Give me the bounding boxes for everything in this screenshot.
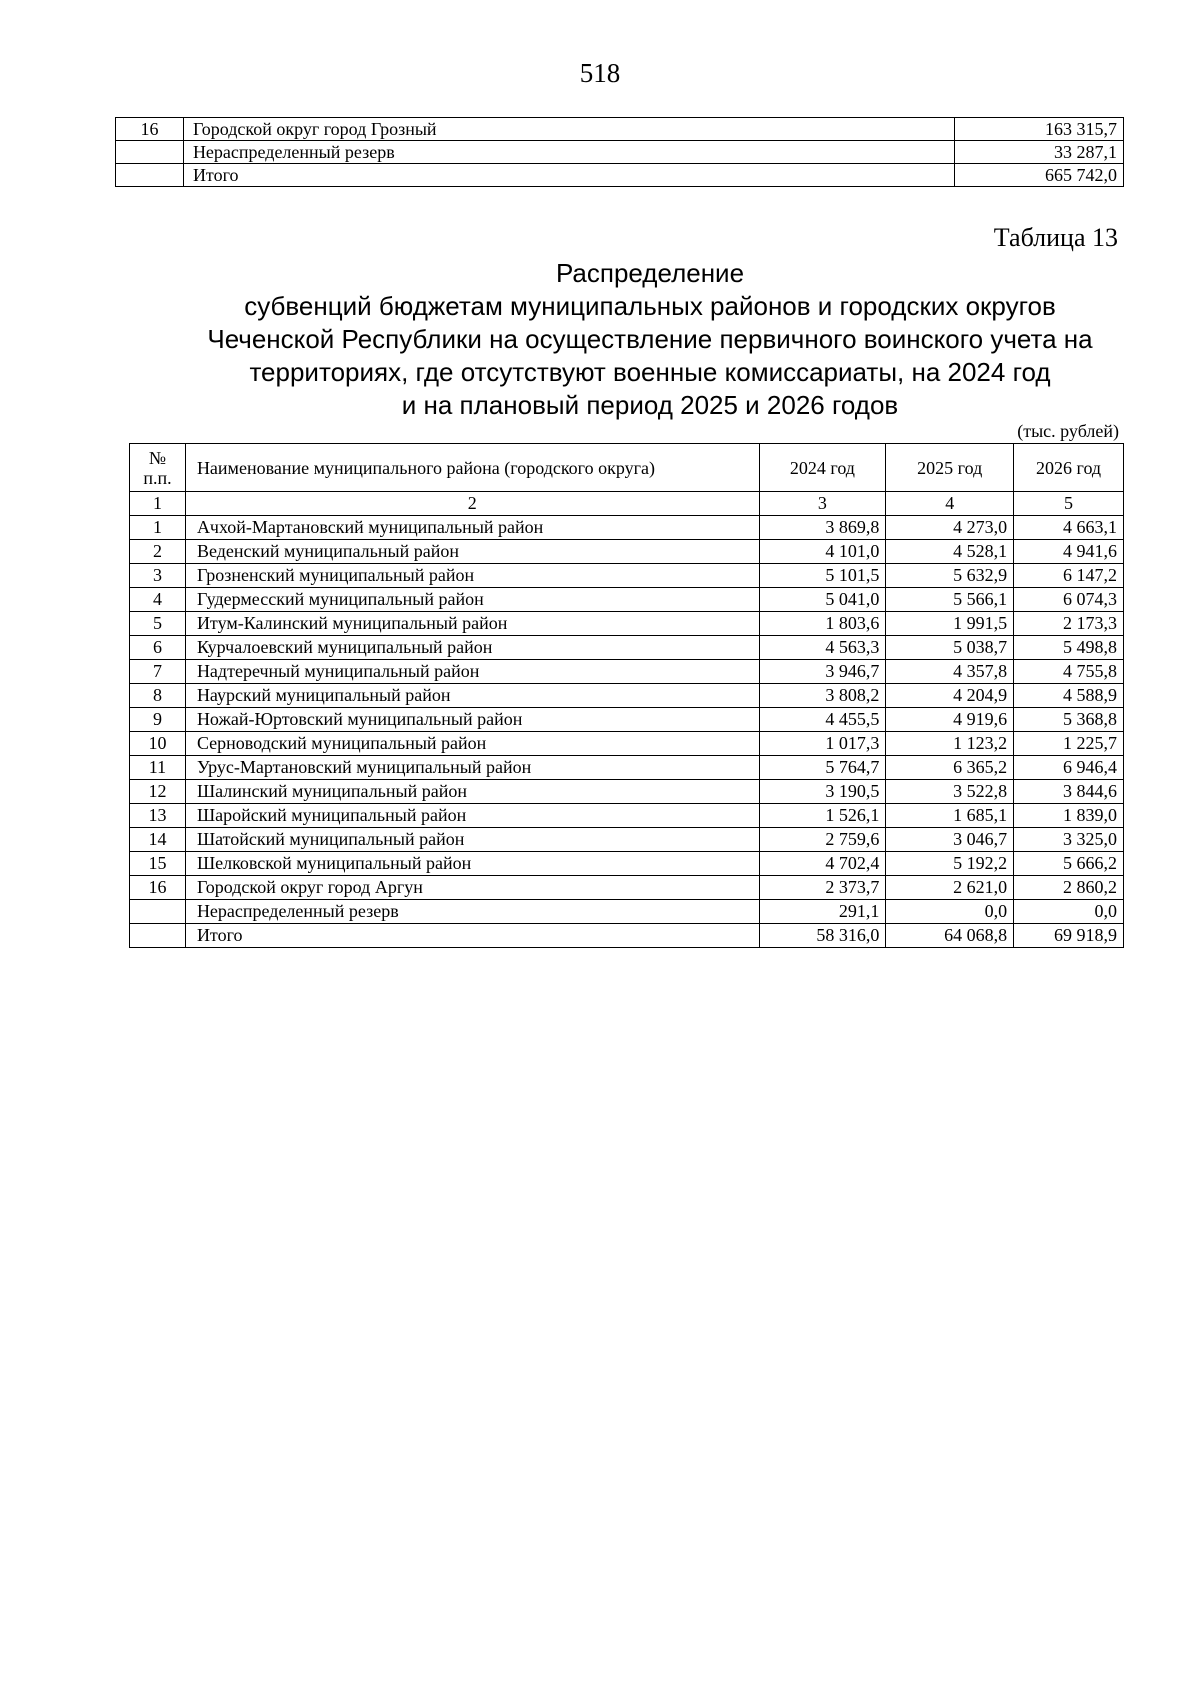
column-index: 1 — [130, 492, 186, 516]
value-2026: 3 325,0 — [1014, 828, 1124, 852]
row-number: 5 — [130, 612, 186, 636]
table-row — [130, 804, 1124, 828]
value-2025: 1 123,2 — [886, 732, 1014, 756]
value-2024: 2 373,7 — [759, 876, 886, 900]
value-2024: 5 764,7 — [759, 756, 886, 780]
value-2024: 1 526,1 — [759, 804, 886, 828]
row-number — [116, 141, 184, 164]
value-2024: 5 041,0 — [759, 588, 886, 612]
value-2024: 1 017,3 — [759, 732, 886, 756]
value-2026: 6 074,3 — [1014, 588, 1124, 612]
value-2024: 4 563,3 — [759, 636, 886, 660]
row-name: Гудермесский муниципальный район — [185, 588, 759, 612]
table-row — [130, 756, 1124, 780]
row-value: 33 287,1 — [955, 141, 1124, 164]
row-name: Шалинский муниципальный район — [185, 780, 759, 804]
value-2026: 2 860,2 — [1014, 876, 1124, 900]
value-2025: 4 273,0 — [886, 516, 1014, 540]
header-num-line1: № — [148, 447, 167, 468]
table-row — [116, 164, 1124, 187]
header-2025: 2025 год — [886, 444, 1014, 492]
row-name: Нераспределенный резерв — [183, 141, 954, 164]
value-2025: 5 566,1 — [886, 588, 1014, 612]
row-number: 10 — [130, 732, 186, 756]
row-name: Веденский муниципальный район — [185, 540, 759, 564]
row-name: Грозненский муниципальный район — [185, 564, 759, 588]
table-row — [130, 780, 1124, 804]
column-index: 3 — [759, 492, 886, 516]
row-name: Шатойский муниципальный район — [185, 828, 759, 852]
row-number: 16 — [116, 118, 184, 141]
value-2024: 3 946,7 — [759, 660, 886, 684]
row-number: 2 — [130, 540, 186, 564]
value-2024: 4 702,4 — [759, 852, 886, 876]
value-2025: 5 632,9 — [886, 564, 1014, 588]
row-number: 13 — [130, 804, 186, 828]
row-name: Серноводский муниципальный район — [185, 732, 759, 756]
row-name: Надтеречный муниципальный район — [185, 660, 759, 684]
row-number: 3 — [130, 564, 186, 588]
continued-table — [115, 117, 1124, 187]
row-name: Шелковской муниципальный район — [185, 852, 759, 876]
value-2026: 4 755,8 — [1014, 660, 1124, 684]
value-2025: 6 365,2 — [886, 756, 1014, 780]
value-2024: 3 869,8 — [759, 516, 886, 540]
table-row — [130, 684, 1124, 708]
row-name: Итого — [183, 164, 954, 187]
value-2026: 3 844,6 — [1014, 780, 1124, 804]
table-row — [130, 636, 1124, 660]
value-2025: 3 046,7 — [886, 828, 1014, 852]
value-2026: 4 588,9 — [1014, 684, 1124, 708]
title-line: субвенций бюджетам муниципальных районов и городских округов — [244, 291, 1056, 321]
units-label: (тыс. рублей) — [1017, 421, 1119, 441]
table-row — [130, 732, 1124, 756]
row-value: 665 742,0 — [955, 164, 1124, 187]
value-2024: 3 808,2 — [759, 684, 886, 708]
value-2025: 0,0 — [886, 900, 1014, 924]
table-row — [130, 924, 1124, 948]
row-number: 11 — [130, 756, 186, 780]
value-2024: 1 803,6 — [759, 612, 886, 636]
value-2026: 5 368,8 — [1014, 708, 1124, 732]
value-2025: 5 192,2 — [886, 852, 1014, 876]
value-2025: 3 522,8 — [886, 780, 1014, 804]
distribution-table — [129, 443, 1124, 948]
table-row — [130, 612, 1124, 636]
row-number: 7 — [130, 660, 186, 684]
column-index: 5 — [1014, 492, 1124, 516]
value-2025: 5 038,7 — [886, 636, 1014, 660]
row-number — [130, 924, 186, 948]
title-line: Распределение — [555, 258, 745, 288]
table-row — [130, 708, 1124, 732]
row-name: Городской округ город Аргун — [185, 876, 759, 900]
table-row — [116, 118, 1124, 141]
row-number — [116, 164, 184, 187]
row-number — [130, 900, 186, 924]
value-2025: 4 528,1 — [886, 540, 1014, 564]
value-2024: 291,1 — [759, 900, 886, 924]
row-number: 8 — [130, 684, 186, 708]
value-2025: 4 204,9 — [886, 684, 1014, 708]
value-2026: 6 946,4 — [1014, 756, 1124, 780]
value-2024: 2 759,6 — [759, 828, 886, 852]
column-index: 2 — [185, 492, 759, 516]
value-2025: 2 621,0 — [886, 876, 1014, 900]
value-2024: 3 190,5 — [759, 780, 886, 804]
row-value: 163 315,7 — [955, 118, 1124, 141]
row-name: Урус-Мартановский муниципальный район — [185, 756, 759, 780]
value-2024: 5 101,5 — [759, 564, 886, 588]
row-number: 16 — [130, 876, 186, 900]
table-row — [130, 876, 1124, 900]
table-row — [116, 141, 1124, 164]
table-row — [130, 564, 1124, 588]
value-2026: 4 663,1 — [1014, 516, 1124, 540]
value-2025: 64 068,8 — [886, 924, 1014, 948]
row-name: Шаройский муниципальный район — [185, 804, 759, 828]
row-number: 12 — [130, 780, 186, 804]
row-name: Ачхой-Мартановский муниципальный район — [185, 516, 759, 540]
value-2024: 4 101,0 — [759, 540, 886, 564]
row-number: 14 — [130, 828, 186, 852]
table-row — [130, 900, 1124, 924]
value-2026: 5 498,8 — [1014, 636, 1124, 660]
row-name: Итого — [185, 924, 759, 948]
column-index-row — [130, 492, 1124, 516]
page-number: 518 — [579, 58, 621, 88]
value-2025: 1 991,5 — [886, 612, 1014, 636]
table-row — [130, 660, 1124, 684]
title-line: Чеченской Республики на осуществление первичного воинского учета на — [207, 324, 1093, 354]
row-number: 15 — [130, 852, 186, 876]
row-name: Ножай-Юртовский муниципальный район — [185, 708, 759, 732]
row-number: 6 — [130, 636, 186, 660]
table-row — [130, 540, 1124, 564]
table-row — [130, 852, 1124, 876]
value-2025: 1 685,1 — [886, 804, 1014, 828]
value-2026: 5 666,2 — [1014, 852, 1124, 876]
row-name: Курчалоевский муниципальный район — [185, 636, 759, 660]
row-name: Городской округ город Грозный — [183, 118, 954, 141]
value-2024: 58 316,0 — [759, 924, 886, 948]
value-2025: 4 357,8 — [886, 660, 1014, 684]
header-2024: 2024 год — [759, 444, 886, 492]
value-2026: 1 839,0 — [1014, 804, 1124, 828]
value-2026: 69 918,9 — [1014, 924, 1124, 948]
title-line: территориях, где отсутствуют военные комиссариаты, на 2024 год — [249, 357, 1051, 387]
header-num — [130, 444, 186, 492]
column-index: 4 — [886, 492, 1014, 516]
title-line: и на плановый период 2025 и 2026 годов — [401, 390, 899, 420]
table-label: Таблица 13 — [993, 223, 1118, 252]
row-name: Итум-Калинский муниципальный район — [185, 612, 759, 636]
table-title — [0, 257, 1200, 422]
value-2026: 1 225,7 — [1014, 732, 1124, 756]
value-2025: 4 919,6 — [886, 708, 1014, 732]
table-row — [130, 588, 1124, 612]
table-row — [130, 828, 1124, 852]
row-number: 9 — [130, 708, 186, 732]
value-2024: 4 455,5 — [759, 708, 886, 732]
header-2026: 2026 год — [1014, 444, 1124, 492]
header-name: Наименование муниципального района (городского округа) — [185, 444, 759, 492]
row-number: 4 — [130, 588, 186, 612]
header-num-line2: п.п. — [143, 467, 172, 488]
row-number: 1 — [130, 516, 186, 540]
value-2026: 2 173,3 — [1014, 612, 1124, 636]
table-row — [130, 516, 1124, 540]
value-2026: 4 941,6 — [1014, 540, 1124, 564]
row-name: Наурский муниципальный район — [185, 684, 759, 708]
header-row — [130, 444, 1124, 492]
value-2026: 0,0 — [1014, 900, 1124, 924]
value-2026: 6 147,2 — [1014, 564, 1124, 588]
row-name: Нераспределенный резерв — [185, 900, 759, 924]
